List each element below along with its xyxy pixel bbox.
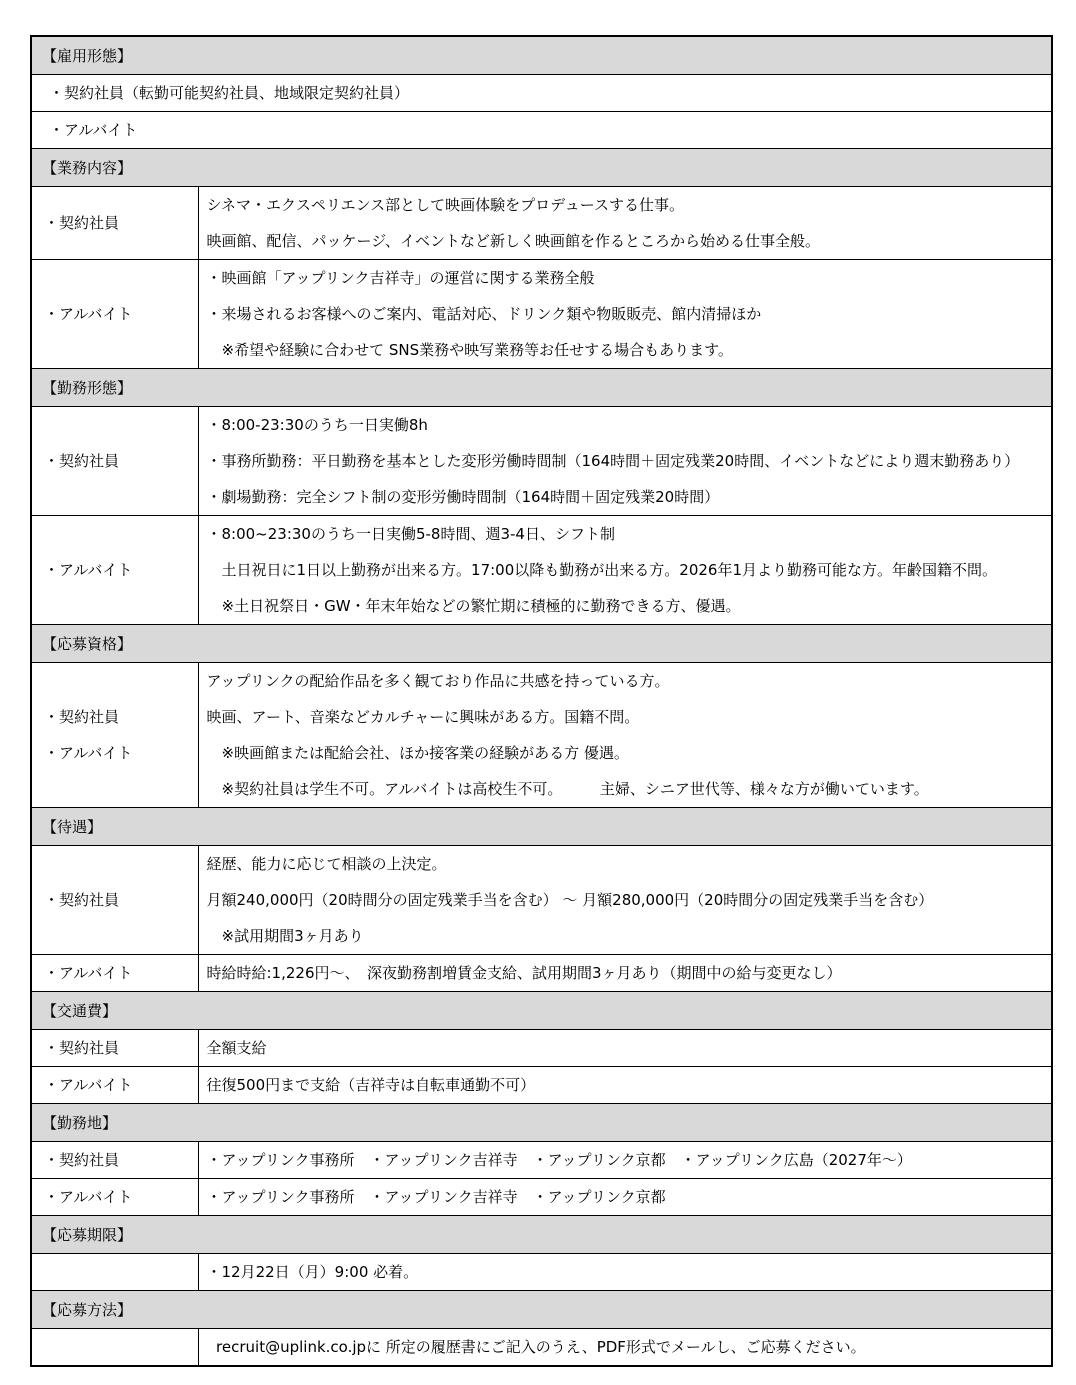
section-header-transportation: 【交通費】 [31,991,1052,1029]
cell-line: ※試用期間3ヶ月あり [206,926,364,945]
table-row [31,1066,1052,1103]
row-label: ・アルバイト [44,1075,133,1094]
cell-line: ・劇場勤務：完全シフト制の変形労働時間制（164時間＋固定残業20時間） [206,487,720,506]
cell-line: ・アップリンク事務所 ・アップリンク吉祥寺 ・アップリンク京都 ・アップリンク広島（2027年～） [206,1150,912,1169]
table-row [31,186,1052,259]
content-cell [198,259,1052,368]
row-label: ・契約社員 [44,213,120,232]
row-label: ・アルバイト [44,963,133,982]
label-cell [31,1066,198,1103]
cell-line: 経歴、能力に応じて相談の上決定。 [206,854,447,873]
content-cell [198,1066,1052,1103]
cell-line: ・映画館「アップリンク吉祥寺」の運営に関する業務全般 [206,268,595,287]
cell-line: ・契約社員（転勤可能契約社員、地域限定契約社員） [49,83,410,102]
content-cell [198,406,1052,515]
section-header-application-method: 【応募方法】 [31,1290,1052,1328]
cell-line: ・事務所勤務：平日勤務を基本とした変形労働時間制（164時間＋固定残業20時間、イベントなどにより週末勤務あり） [206,451,1020,470]
cell-line: 月額240,000円（20時間分の固定残業手当を含む） ～ 月額280,000円（20時間分の固定残業手当を含む） [206,890,934,909]
cell-line: ※土日祝祭日・GW・年末年始などの繁忙期に積極的に勤務できる方、優遇。 [206,596,741,615]
row-label: ・アルバイト [44,560,133,579]
cell-line: ・アルバイト [49,120,138,139]
cell-line: 土日祝日に1日以上勤務が出来る方。17:00以降も勤務が出来る方。2026年1月より勤務可能な方。年齢国籍不問。 [206,560,997,579]
label-cell [31,954,198,991]
table-row [31,954,1052,991]
row-label: ・契約社員 [44,451,120,470]
content-cell [198,662,1052,807]
table-row [31,845,1052,954]
cell-line: 映画館、配信、パッケージ、イベントなど新しく映画館を作るところから始める仕事全般。 [206,231,821,250]
row-label: ・アルバイト [44,1187,133,1206]
label-cell [31,1029,198,1066]
section-header-employment-type: 【雇用形態】 [31,36,1052,74]
row-label: ・契約社員 [44,707,120,726]
row-label: ・契約社員 [44,1150,120,1169]
label-cell [31,845,198,954]
cell-line: 映画、アート、音楽などカルチャーに興味がある方。国籍不問。 [206,707,640,726]
content-cell [198,1328,1052,1366]
cell-line: ※希望や経験に合わせて SNS業務や映写業務等お任せする場合もあります。 [206,340,733,359]
row-label: ・アルバイト [44,743,133,762]
cell-line: ※映画館または配給会社、ほか接客業の経験がある方 優遇。 [206,743,629,762]
table-row [31,406,1052,515]
table-row [31,515,1052,624]
employment-type-row-parttime [31,111,1052,148]
section-header-compensation: 【待遇】 [31,807,1052,845]
section-header-work-style: 【勤務形態】 [31,368,1052,406]
content-cell [198,1178,1052,1215]
content-cell [198,845,1052,954]
row-label: ・契約社員 [44,1038,120,1057]
cell-line: ・12月22日（月）9:00 必着。 [206,1262,419,1281]
row-label: ・アルバイト [44,304,133,323]
employment-type-row-contract [31,74,1052,111]
cell-line: 往復500円まで支給（吉祥寺は自転車通勤不可） [206,1075,536,1094]
row-label: ・契約社員 [44,890,120,909]
label-cell [31,662,198,807]
table-row [31,1141,1052,1178]
cell-line: recruit@uplink.co.jpに 所定の履歴書にご記入のうえ、PDF形式でメールし、ご応募ください。 [206,1337,866,1356]
cell-line: ・8:00-23:30のうち一日実働8h [206,415,428,434]
job-posting-table [30,35,1053,1367]
table-row [31,1328,1052,1366]
cell-line: ※契約社員は学生不可。アルバイトは高校生不可。 主婦、シニア世代等、様々な方が働いています。 [206,779,929,798]
label-cell [31,515,198,624]
label-cell [31,1178,198,1215]
cell-line: 全額支給 [206,1038,267,1057]
section-header-work-location: 【勤務地】 [31,1103,1052,1141]
cell-line: ・来場されるお客様へのご案内、電話対応、ドリンク類や物販販売、館内清掃ほか [206,304,762,323]
cell-line: 時給時給:1,226円～、 深夜勤務割増賃金支給、試用期間3ヶ月あり（期間中の給与変更なし） [206,963,842,982]
content-cell [198,515,1052,624]
cell-line: ・8:00~23:30のうち一日実働5-8時間、週3-4日、シフト制 [206,524,615,543]
label-cell-empty [31,1328,198,1366]
label-cell [31,406,198,515]
section-header-job-description: 【業務内容】 [31,148,1052,186]
label-cell [31,259,198,368]
cell-line: ・アップリンク事務所 ・アップリンク吉祥寺 ・アップリンク京都 [206,1187,666,1206]
table-row [31,1178,1052,1215]
content-cell [198,1141,1052,1178]
content-cell [198,1253,1052,1290]
cell-line: アップリンクの配給作品を多く観ており作品に共感を持っている方。 [206,671,670,690]
content-cell [198,186,1052,259]
table-row [31,1029,1052,1066]
table-row [31,259,1052,368]
content-cell [198,1029,1052,1066]
table-row [31,662,1052,807]
cell-line: シネマ・エクスペリエンス部として映画体験をプロデュースする仕事。 [206,195,684,214]
section-header-application-deadline: 【応募期限】 [31,1215,1052,1253]
table-row [31,1253,1052,1290]
label-cell [31,186,198,259]
content-cell [198,954,1052,991]
label-cell [31,1141,198,1178]
section-header-qualifications: 【応募資格】 [31,624,1052,662]
label-cell-empty [31,1253,198,1290]
